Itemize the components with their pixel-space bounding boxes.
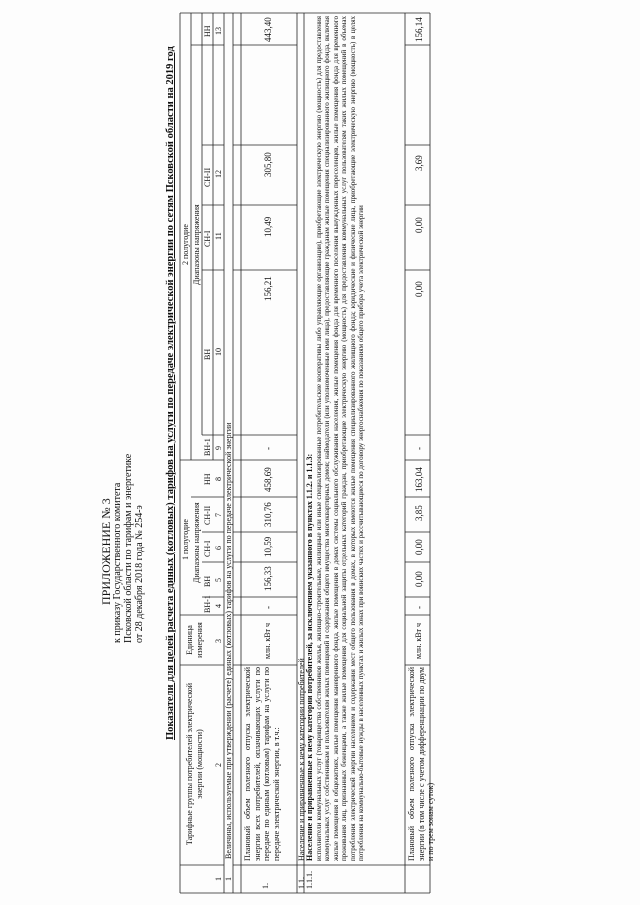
col-number-13: 13 bbox=[214, 27, 223, 35]
row-1-1-1-number: 1.1.1. bbox=[305, 871, 314, 889]
row-1-h1-sn1: 10,59 bbox=[263, 536, 273, 557]
appendix-line-1: к приказу Государственного комитета bbox=[112, 482, 123, 643]
row-heading-number: 1 bbox=[224, 877, 233, 881]
appendix-line-3: от 28 декабря 2018 года № 254-э bbox=[134, 505, 145, 643]
col-number-7: 7 bbox=[214, 513, 223, 517]
row-1-h2-sn2: 305,80 bbox=[263, 152, 273, 177]
header-vn1-h1: ВН-1 bbox=[203, 595, 212, 613]
row-last-h2-vn1: - bbox=[414, 447, 424, 450]
header-half-1: 1 полугодие bbox=[181, 519, 190, 560]
col-number-11: 11 bbox=[214, 232, 223, 240]
row-last-h1-sn1: 0,00 bbox=[414, 539, 424, 555]
header-half-2: 2 полугодие bbox=[181, 224, 190, 265]
row-1-1-number: 1.1. bbox=[297, 877, 306, 889]
header-sn1-h1: СН-I bbox=[203, 540, 212, 557]
row-1-h2-vn: 156,21 bbox=[263, 276, 273, 301]
row-last-h2-nn: 156,14 bbox=[414, 17, 424, 42]
col-number-8: 8 bbox=[214, 477, 223, 481]
row-1-h1-nn: 458,69 bbox=[263, 467, 273, 492]
appendix-line-2: Псковской области по тарифам и энергетике bbox=[123, 453, 134, 643]
row-1-h2-vn1: - bbox=[263, 447, 273, 450]
document-heading: Показатели для целей расчета единых (котловых) тарифов на услуги по передаче электрической энергии по сетям Псковской области на 2019 год bbox=[165, 46, 176, 740]
row-1-1-1-bold-text: Население и приравненные к нему категории потребителей, за исключением указанного в пунктах 1.1.2. и 1.1.3: bbox=[305, 453, 314, 861]
row-last-text: Плановый объем полезного отпуска электрической энергии (в том числе с учетом дифференциации по двум и по трем зонам суток) bbox=[407, 667, 436, 861]
header-unit: Единица измерения bbox=[185, 622, 204, 658]
row-last-h2-sn2: 3,69 bbox=[414, 155, 424, 171]
row-last-h2-sn1: 0,00 bbox=[414, 217, 424, 233]
appendix-title: ПРИЛОЖЕНИЕ № 3 bbox=[99, 498, 113, 605]
header-voltage-ranges-1: Диапазоны напряжения bbox=[192, 502, 201, 583]
row-last-unit: млн. кВт ч bbox=[414, 622, 423, 659]
row-last-h2-vn: 0,00 bbox=[414, 281, 424, 297]
col-number-5: 5 bbox=[214, 578, 223, 582]
col-number-10: 10 bbox=[214, 348, 223, 356]
header-voltage-ranges-2: Диапазоны напряжения bbox=[192, 204, 201, 285]
col-number-6: 6 bbox=[214, 546, 223, 550]
row-heading-text: Величины, используемые при утверждении (расчете) единых (котловых) тарифов на услуги по передаче электрической энергии bbox=[224, 422, 233, 859]
col-number-9: 9 bbox=[214, 446, 223, 450]
header-vn1-h2: ВН-1 bbox=[203, 438, 212, 456]
header-vn-h1: ВН bbox=[203, 575, 212, 587]
col-number-2: 2 bbox=[214, 763, 223, 767]
row-last-h1-vn: 0,00 bbox=[414, 571, 424, 587]
row-last-h1-sn2: 3,85 bbox=[414, 505, 424, 521]
row-last-h1-nn: 163,04 bbox=[414, 467, 424, 492]
row-1-h1-vn1: - bbox=[263, 606, 273, 609]
header-nn-h2: НН bbox=[203, 25, 212, 37]
row-1-unit: млн. кВт ч bbox=[263, 622, 272, 659]
header-nn-h1: НН bbox=[203, 473, 212, 485]
header-tariff-groups: Тарифные группы потребителей электрической энергии (мощности) bbox=[185, 682, 204, 846]
col-number-12: 12 bbox=[214, 170, 223, 178]
col-number-4: 4 bbox=[214, 604, 223, 608]
header-sn2-h1: СН-II bbox=[203, 505, 212, 525]
header-sn2-h2: СН-II bbox=[203, 167, 212, 187]
row-1-number: 1. bbox=[261, 883, 270, 889]
row-1-1-text: Население и приравненные к нему категории потребителей bbox=[297, 658, 306, 861]
row-1-text: Плановый объем полезного отпуска электрической энергии всех потребителей, оплачивающих услуги по передаче по единым (котловым) тарифам на услуги по передаче электрической энергии, в т.ч.: bbox=[243, 667, 281, 861]
row-last-h1-vn1: - bbox=[414, 606, 424, 609]
col-number-1: 1 bbox=[214, 877, 223, 881]
col-number-3: 3 bbox=[214, 639, 223, 643]
header-sn1-h2: СН-I bbox=[203, 230, 212, 247]
row-1-h2-sn1: 10,49 bbox=[263, 216, 273, 237]
header-vn-h2: ВН bbox=[203, 348, 212, 360]
row-1-h1-vn: 156,33 bbox=[263, 566, 273, 591]
row-1-1-1-text: исполнители коммунальных услуг (товарищества собственников жилья, жилищно-строительные, жилищные или иные специализированные потребительские кооперативы либо управляющие организации), приобретающие электрическую энергию (мощность) для предоставления коммунальных услуг собственникам и пользователям жилых помещений и содержания общего имущества многоквартирных домов; наймодатели (или уполномоченные ими лица), предоставляющие гражданам жилые помещения специализированного жилищного фонда, включая жилые помещения в общежитиях, жилые помещения маневренного фонда, жилые помещения в домах системы социального обслуживания населения, жилые помещения фонда для временного поселения вынужденных переселенцев, жилые помещения фонда для временного проживания лиц, признанных беженцами, а также жилые помещения для социальной защиты отдельных категорий граждан, приобретающие электрическую энергию (мощность) для предоставления коммунальных услуг пользователям таких жилых помещений в объемах потребления электрической энергии населением и содержания мест общего пользования в домах, в которых имеются жилые помещения специализированного жилищного фонда; юридические и физические лица, приобретающие электрическую энергию (мощность) в целях потребления на коммунально-бытовые нужды в населенных пунктах и жилых зонах при воинских частях и рассчитывающиеся по договору энергоснабжения по показаниям общего прибора учета электрической энергии bbox=[315, 16, 365, 861]
row-1-h2-nn: 443,40 bbox=[263, 17, 273, 42]
row-1-h1-sn2: 310,76 bbox=[263, 502, 273, 527]
